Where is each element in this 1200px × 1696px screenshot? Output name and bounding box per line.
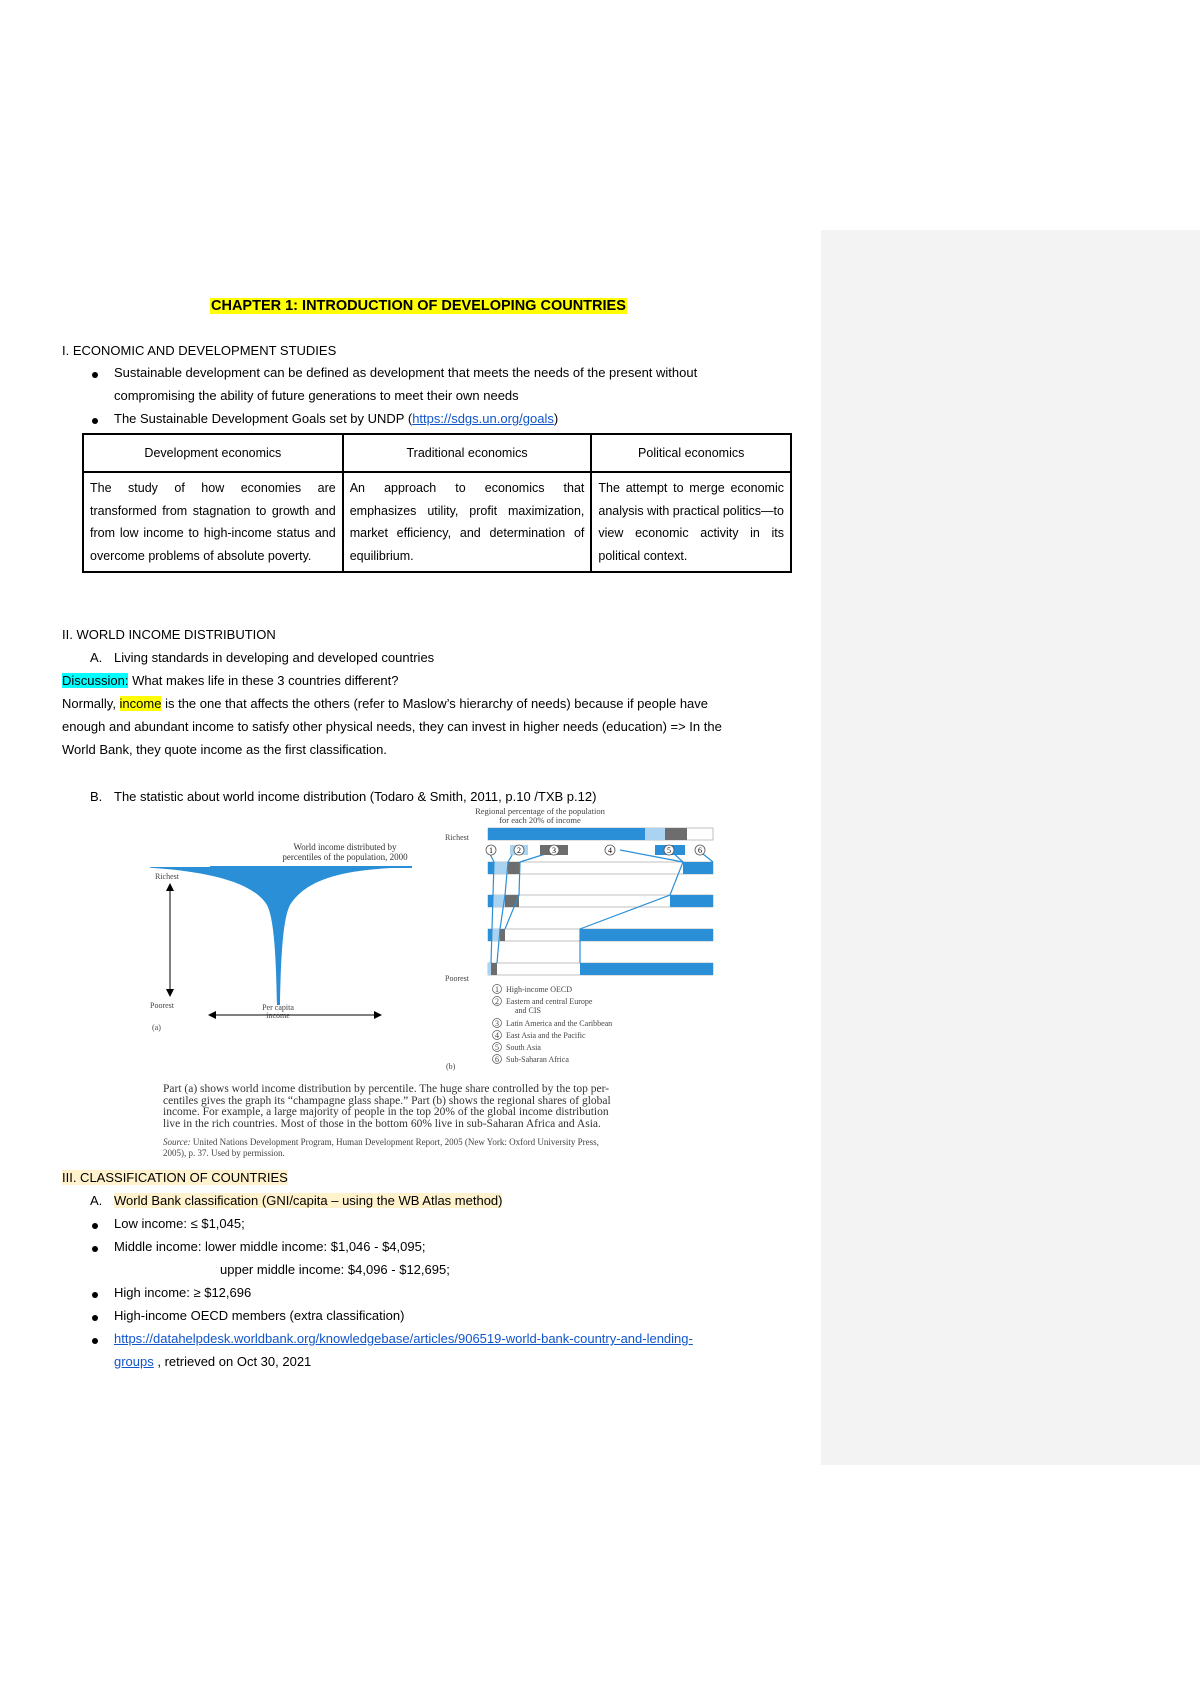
svg-text:6: 6 — [698, 846, 702, 855]
bullet-icon — [92, 1292, 98, 1298]
band-row-3 — [488, 895, 713, 907]
svg-text:5: 5 — [667, 846, 671, 855]
b-title-line2: for each 20% of income — [499, 815, 581, 825]
legend-item: and CIS — [515, 1006, 541, 1015]
legend-item: South Asia — [506, 1043, 541, 1052]
svg-text:1: 1 — [489, 846, 493, 855]
discussion-question: What makes life in these 3 countries different? — [128, 673, 399, 688]
section-2-heading: II. WORLD INCOME DISTRIBUTION — [62, 627, 276, 642]
sdg-line — [114, 411, 558, 426]
caption-line: Part (a) shows world income distribution by percentile. The huge share controlled by the top per- — [163, 1083, 610, 1095]
sdg-text: The Sustainable Development Goals set by UNDP ( — [114, 411, 413, 426]
section-1-heading: I. ECONOMIC AND DEVELOPMENT STUDIES — [62, 343, 337, 358]
para-line3: World Bank, they quote income as the first classification. — [62, 742, 387, 757]
a-richest-label: Richest — [155, 872, 179, 881]
list-item: High income: ≥ $12,696 — [114, 1285, 252, 1300]
arrow-left-icon — [208, 1011, 216, 1019]
b-richest-label: Richest — [445, 833, 469, 842]
sustainable-dev-line1: Sustainable development can be defined as development that meets the needs of the present without — [114, 365, 698, 380]
a-title-line1: World income distributed by — [293, 842, 397, 852]
sub-a-letter: A. — [90, 1193, 103, 1208]
sdg-link[interactable]: https://sdgs.un.org/goals — [412, 411, 554, 426]
svg-text:3: 3 — [552, 846, 556, 855]
para-line1 — [62, 696, 708, 711]
svg-text:3: 3 — [495, 1019, 499, 1028]
legend-item: East Asia and the Pacific — [506, 1031, 586, 1040]
wb-link-cont[interactable]: groups — [114, 1354, 154, 1369]
bullet-icon — [92, 1338, 98, 1344]
legend-item: Eastern and central Europe — [506, 997, 593, 1006]
sub-b-text: The statistic about world income distribution (Todaro & Smith, 2011, p.10 /TXB p.12) — [114, 789, 597, 804]
income-distribution-figure — [150, 805, 730, 1085]
discussion-label: Discussion: — [62, 673, 129, 688]
source-line1: United Nations Development Program, Human Development Report, 2005 (New York: Oxford University Press, — [190, 1137, 599, 1147]
legend-item: High-income OECD — [506, 985, 572, 994]
sub-b-letter: B. — [90, 789, 103, 804]
svg-text:1: 1 — [495, 985, 499, 994]
para-pre: Normally, — [62, 696, 120, 711]
a-poorest-label: Poorest — [150, 1001, 174, 1010]
caption-line: centiles gives the graph its “champagne glass shape.” Part (b) shows the regional shares of global — [163, 1094, 611, 1107]
svg-text:5: 5 — [495, 1043, 499, 1052]
svg-text:2: 2 — [495, 997, 499, 1006]
band-row-5 — [488, 963, 713, 975]
table-cell: An approach to economics that emphasizes utility, profit maximization, market efficiency, and determination of equilibrium. — [343, 472, 592, 572]
arrow-down-icon — [166, 989, 174, 997]
sub-a-letter: A. — [90, 650, 103, 665]
b-tag: (b) — [446, 1062, 456, 1071]
b-title-line1: Regional percentage of the population — [475, 806, 605, 816]
bullet-icon — [92, 1246, 98, 1252]
source-line2: 2005), p. 37. Used by permission. — [163, 1148, 285, 1158]
comment-pane — [821, 230, 1200, 1465]
wb-classification: World Bank classification (GNI/capita – using the WB Atlas method) — [114, 1193, 503, 1208]
wb-link-line2 — [114, 1354, 311, 1369]
arrow-right-icon — [374, 1011, 382, 1019]
wb-link[interactable]: https://datahelpdesk.worldbank.org/knowledgebase/articles/906519-world-bank-country-and-lending- — [114, 1331, 693, 1346]
arrow-up-icon — [166, 883, 174, 891]
para-line1-rest: is the one that affects the others (refer to Maslow’s hierarchy of needs) because if people have — [161, 696, 709, 711]
b-legend — [493, 985, 613, 1065]
a-title-line2: percentiles of the population, 2000 — [282, 852, 408, 862]
para-line2: enough and abundant income to satisfy other physical needs, they can invest in higher needs (education) => In the — [62, 719, 722, 734]
bullet-icon — [92, 372, 98, 378]
legend-item: Sub-Saharan Africa — [506, 1055, 569, 1064]
sdg-close: ) — [553, 411, 559, 426]
table-header: Traditional economics — [343, 434, 592, 472]
figure-source — [163, 1137, 599, 1159]
table-cell: The attempt to merge economic analysis with practical politics—to view economic activity in its political context. — [591, 472, 791, 572]
list-item: upper middle income: $4,096 - $12,695; — [220, 1262, 450, 1277]
sustainable-dev-line2: compromising the ability of future generations to meet their own needs — [114, 388, 519, 403]
table-cell: The study of how economies are transformed from stagnation to growth and from low income to high-income status and overcome problems of absolute poverty. — [83, 472, 343, 572]
economics-comparison-table — [82, 433, 792, 573]
discussion-line — [62, 673, 398, 688]
bullet-icon — [92, 1315, 98, 1321]
sub-a-text: Living standards in developing and developed countries — [114, 650, 435, 665]
wb-link-line1 — [114, 1331, 693, 1346]
a-xlabel-line2: income — [266, 1011, 290, 1020]
table-header-row — [83, 434, 791, 472]
svg-text:4: 4 — [608, 846, 612, 855]
page-title: CHAPTER 1: INTRODUCTION OF DEVELOPING COUNTRIES — [211, 298, 626, 314]
svg-text:4: 4 — [495, 1031, 499, 1040]
retrieved-text: , retrieved on Oct 30, 2021 — [153, 1354, 312, 1369]
b-poorest-label: Poorest — [445, 974, 469, 983]
table-header: Development economics — [83, 434, 343, 472]
list-item: Low income: ≤ $1,045; — [114, 1216, 245, 1231]
income-highlight: income — [119, 696, 162, 711]
region-markers — [486, 845, 705, 855]
a-tag: (a) — [152, 1023, 161, 1032]
a-xlabel-line1: Per capita — [262, 1003, 294, 1012]
figure-caption — [163, 1084, 611, 1130]
source-label: Source: — [163, 1137, 191, 1147]
list-item: High-income OECD members (extra classification) — [114, 1308, 405, 1323]
caption-line: live in the rich countries. Most of those in the bottom 60% live in sub-Saharan Africa and Asia. — [163, 1117, 601, 1130]
champagne-glass-shape — [150, 867, 412, 1005]
table-header: Political economics — [591, 434, 791, 472]
legend-item: Latin America and the Caribbean — [506, 1019, 613, 1028]
table-row — [83, 472, 791, 572]
list-item: Middle income: lower middle income: $1,046 - $4,095; — [114, 1239, 426, 1254]
bullet-icon — [92, 1223, 98, 1229]
section-3-heading: III. CLASSIFICATION OF COUNTRIES — [62, 1170, 288, 1185]
svg-text:6: 6 — [495, 1055, 499, 1064]
caption-line: income. For example, a large majority of people in the top 20% of the global income distribution — [163, 1106, 609, 1118]
band-row-1 — [488, 828, 713, 840]
bullet-icon — [92, 418, 98, 424]
svg-text:2: 2 — [517, 846, 521, 855]
band-row-4 — [488, 929, 713, 941]
